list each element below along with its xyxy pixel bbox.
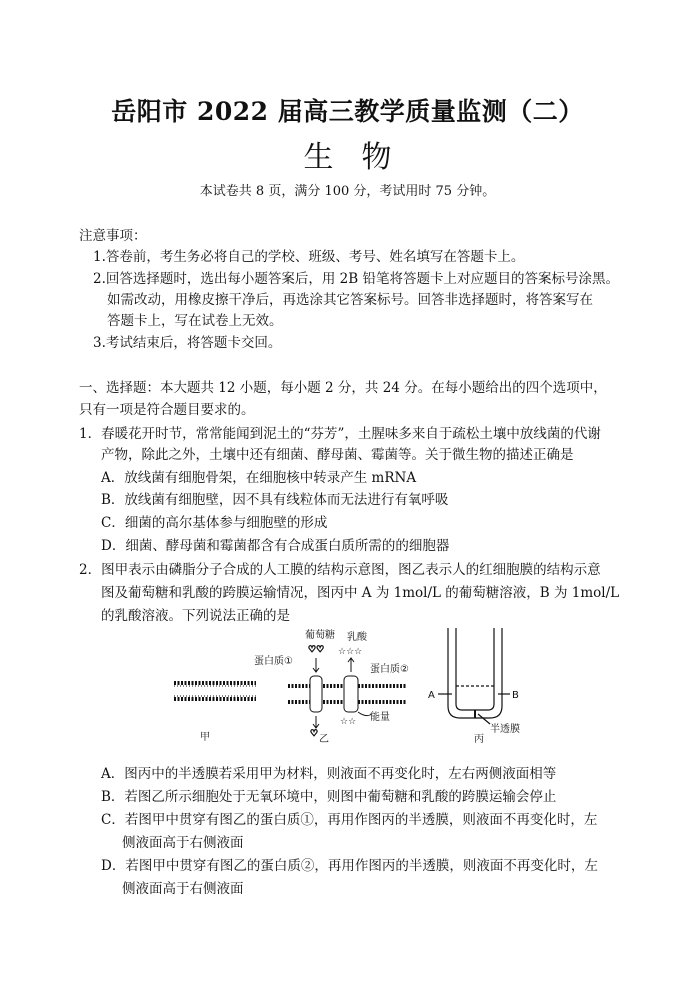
- caption-yi: 乙: [319, 734, 329, 745]
- notice-heading: 注意事项：: [79, 228, 147, 244]
- exam-info: 本试卷共 8 页，满分 100 分，考试用时 75 分钟。: [199, 184, 496, 199]
- figure-bing-utube: [438, 628, 510, 724]
- q2-option-d: D．若图甲中贯穿有图乙的蛋白质②，再用作图丙的半透膜，则液面不再变化时，左: [101, 858, 598, 874]
- label-glucose: 葡萄糖: [305, 630, 335, 641]
- q2-stem: 的乳酸溶液。下列说法正确的是: [101, 608, 290, 624]
- q1-stem: 1．春暖花开时节，常常能闻到泥土的“芬芳”，土腥味多来自于疏松土壤中放线菌的代谢: [79, 426, 601, 442]
- q1-option-d: D．细菌、酵母菌和霉菌都含有合成蛋白质所需的的细胞器: [101, 538, 450, 554]
- q2-option-d-cont: 侧液面高于右侧液面: [122, 881, 244, 897]
- notice-line: 答题卡上，写在试卷上无效。: [107, 313, 283, 329]
- section-heading: 只有一项是符合题目要求的。: [79, 402, 255, 418]
- q2-option-c-cont: 侧液面高于右侧液面: [122, 835, 244, 851]
- notice-line: 1.答卷前，考生务必将自己的学校、班级、考号、姓名填写在答题卡上。: [93, 249, 525, 265]
- q1-option-a: A．放线菌有细胞骨架，在细胞核中转录产生 mRNA: [101, 470, 417, 486]
- svg-text:☆☆☆: ☆☆☆: [338, 647, 363, 657]
- page-title: 岳阳市 2022 届高三教学质量监测（二）: [111, 97, 584, 126]
- caption-jia: 甲: [200, 732, 210, 743]
- q2-option-a: A．图丙中的半透膜若采用甲为材料，则液面不再变化时，左右两侧液面相等: [101, 766, 557, 782]
- subject-title: 生物: [303, 140, 420, 175]
- section-heading: 一、选择题：本大题共 12 小题，每小题 2 分，共 24 分。在每小题给出的四个选项中，: [79, 380, 607, 396]
- label-membrane: 半透膜: [490, 724, 520, 735]
- svg-text:♡: ♡: [310, 729, 319, 739]
- svg-text:♡♡: ♡♡: [308, 645, 325, 655]
- notice-line: 3.考试结束后，将答题卡交回。: [93, 335, 282, 351]
- label-protein2: 蛋白质②: [370, 664, 409, 675]
- q1-stem: 产物，除此之外，土壤中还有细菌、酵母菌、霉菌等。关于微生物的描述正确是: [101, 447, 574, 463]
- label-a: A: [428, 690, 435, 701]
- label-protein1: 蛋白质①: [254, 656, 293, 667]
- svg-text:☆☆: ☆☆: [340, 717, 357, 727]
- q2-figure: [160, 628, 560, 748]
- label-b: B: [512, 690, 519, 701]
- q2-option-c: C．若图甲中贯穿有图乙的蛋白质①，再用作图丙的半透膜，则液面不再变化时，左: [101, 812, 598, 828]
- q1-option-b: B．放线菌有细胞壁，因不具有线粒体而无法进行有氧呼吸: [101, 492, 449, 508]
- caption-bing: 丙: [474, 734, 484, 745]
- label-lactate: 乳酸: [347, 632, 367, 643]
- q2-stem: 图及葡萄糖和乳酸的跨膜运输情况，图丙中 A 为 1mol/L 的葡萄糖溶液，B 为 1mol/L: [101, 585, 620, 601]
- q1-option-c: C．细菌的高尔基体参与细胞壁的形成: [101, 515, 328, 531]
- notice-line: 2.回答选择题时，选出每小题答案后，用 2B 铅笔将答题卡上对应题目的答案标号涂黑。: [93, 271, 619, 287]
- q2-option-b: B．若图乙所示细胞处于无氧环境中，则图中葡萄糖和乳酸的跨膜运输会停止: [101, 789, 557, 805]
- label-energy: 能量: [370, 712, 390, 723]
- figure-jia-bilayer: [174, 683, 256, 699]
- notice-line: 如需改动，用橡皮擦干净后，再选涂其它答案标号。回答非选择题时，将答案写在: [107, 292, 593, 308]
- q2-stem: 2．图甲表示由磷脂分子合成的人工膜的结构示意图，图乙表示人的红细胞膜的结构示意: [79, 562, 601, 578]
